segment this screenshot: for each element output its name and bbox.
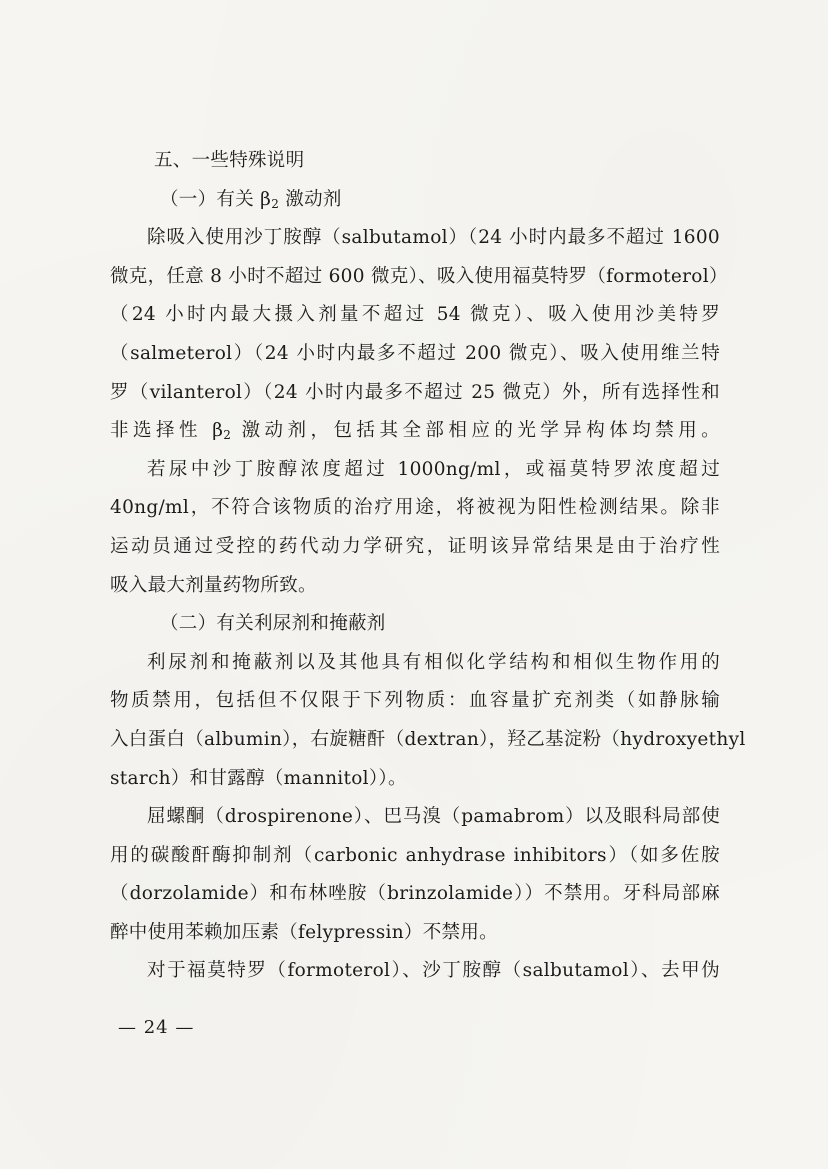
- subheading-beta2-suffix: 激动剂: [279, 188, 342, 210]
- subheading-diuretics: （二）有关利尿剂和掩蔽剂: [160, 613, 386, 635]
- paragraph-line: 除吸入使用沙丁胺醇（salbutamol）（24 小时内最多不超过 1600: [147, 227, 720, 249]
- section-heading: 五、一些特殊说明: [154, 150, 305, 171]
- paragraph-formoterol: [110, 952, 720, 991]
- paragraph-line: 微克，任意 8 小时不超过 600 微克）、吸入使用福莫特罗（formoterol）: [110, 265, 728, 287]
- paragraph-line: 用的碳酸酐酶抑制剂（carbonic anhydrase inhibitors）（如多佐胺: [110, 844, 720, 866]
- body-text: [110, 142, 746, 991]
- subheading-beta2-prefix: （一）有关 β: [160, 188, 272, 210]
- paragraph-line: （salmeterol）（24 小时内最多不超过 200 微克）、吸入使用维兰特: [110, 342, 720, 364]
- paragraph-line: [110, 412, 720, 451]
- subheading-beta2-subscript: 2: [271, 196, 280, 211]
- paragraph-line: 运动员通过受控的药代动力学研究，证明该异常结果是由于治疗性: [110, 535, 720, 557]
- paragraph-diuretics-exceptions: [110, 798, 720, 952]
- paragraph-diuretics: [110, 644, 746, 798]
- paragraph-line: 物质禁用，包括但不仅限于下列物质：血容量扩充剂类（如静脉输: [110, 690, 720, 712]
- paragraph-line: 对于福莫特罗（formoterol）、沙丁胺醇（salbutamol）、去甲伪: [147, 960, 720, 982]
- paragraph-line: 入白蛋白（albumin），右旋糖酐（dextran），羟乙基淀粉（hydroxyethyl: [110, 728, 746, 750]
- paragraph-urine-threshold: [110, 451, 720, 605]
- paragraph-line-pre: 非选择性 β: [110, 420, 224, 442]
- paragraph-line: 利尿剂和掩蔽剂以及其他具有相似化学结构和相似生物作用的: [147, 651, 720, 673]
- paragraph-line: starch）和甘露醇（mannitol））。: [110, 767, 407, 789]
- paragraph-line: 屈螺酮（drospirenone）、巴马溴（pamabrom）以及眼科局部使: [147, 806, 720, 828]
- subheading-beta2: [110, 181, 720, 220]
- paragraph-beta2-exceptions: [110, 219, 728, 451]
- paragraph-line: （24 小时内最大摄入剂量不超过 54 微克）、吸入使用沙美特罗: [110, 304, 720, 326]
- paragraph-line: 吸入最大剂量药物所致。: [110, 574, 317, 596]
- paragraph-line: 醉中使用苯赖加压素（felypressin）不禁用。: [110, 921, 498, 943]
- paragraph-line: 若尿中沙丁胺醇浓度超过 1000ng/ml，或福莫特罗浓度超过: [147, 458, 720, 480]
- paragraph-line-subscript: 2: [223, 428, 232, 443]
- page-number: — 24 —: [118, 1017, 195, 1038]
- paragraph-line-post: 激动剂，包括其全部相应的光学异构体均禁用。: [231, 420, 720, 442]
- paragraph-line: 罗（vilanterol）（24 小时内最多不超过 25 微克）外，所有选择性和: [110, 381, 720, 403]
- paragraph-line: （dorzolamide）和布林唑胺（brinzolamide））不禁用。牙科局部麻: [110, 883, 720, 905]
- paragraph-line: 40ng/ml，不符合该物质的治疗用途，将被视为阳性检测结果。除非: [110, 497, 720, 519]
